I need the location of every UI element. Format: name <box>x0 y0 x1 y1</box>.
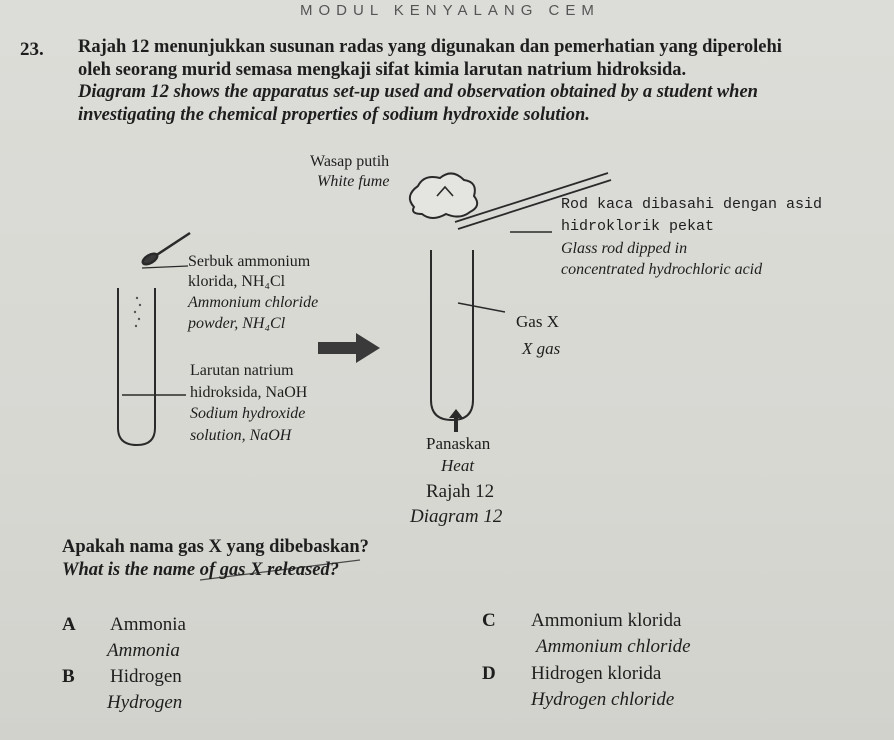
label-heat-english: Heat <box>441 456 475 475</box>
label-gas-x-english: X gas <box>522 339 561 358</box>
option-d-english[interactable]: Hydrogen chloride <box>531 689 675 710</box>
diagram-caption-english: Diagram 12 <box>410 506 503 527</box>
label-glass-rod-english-1: Glass rod dipped in <box>561 240 688 257</box>
label-glass-rod-malay-1: Rod kaca dibasahi dengan asid <box>561 196 823 213</box>
label-glass-rod-malay-2: hidroklorik pekat <box>561 218 715 235</box>
label-white-fume-malay: Wasap putih <box>310 153 390 170</box>
question-prompt-english: What is the name of gas X released? <box>62 560 339 580</box>
option-c-malay[interactable]: Ammonium klorida <box>531 610 682 631</box>
label-white-fume-english: White fume <box>317 173 390 190</box>
powder-dots <box>134 297 141 327</box>
module-header: MODUL KENYALANG CEM <box>300 2 600 19</box>
label-sodium-hydroxide-english-2: solution, NaOH <box>190 427 292 444</box>
label-ammonium-chloride-english-1: Ammonium chloride <box>188 294 319 311</box>
reaction-arrow <box>318 333 380 363</box>
question-stem-english-2: investigating the chemical properties of sodium hydroxide solution. <box>78 105 590 125</box>
label-sodium-hydroxide-malay-1: Larutan natrium <box>190 362 294 379</box>
label-glass-rod-english-2: concentrated hydrochloric acid <box>561 261 763 278</box>
question-stem-malay-1: Rajah 12 menunjukkan susunan radas yang digunakan dan pemerhatian yang diperolehi <box>78 37 782 57</box>
label-ammonium-chloride-malay-2: klorida, NH₄Cl <box>188 273 286 290</box>
option-c-letter[interactable]: C <box>482 610 496 631</box>
option-a-english[interactable]: Ammonia <box>107 640 180 661</box>
question-number: 23. <box>20 39 44 60</box>
option-b-malay[interactable]: Hidrogen <box>110 666 182 687</box>
right-test-tube <box>431 250 473 420</box>
option-d-malay[interactable]: Hidrogen klorida <box>531 663 662 684</box>
label-ammonium-chloride-english-2: powder, NH₄Cl <box>188 315 286 332</box>
question-stem-english-1: Diagram 12 shows the apparatus set-up used and observation obtained by a student when <box>78 82 758 102</box>
white-fume-cloud <box>410 173 477 218</box>
label-ammonium-chloride-malay-1: Serbuk ammonium <box>188 253 311 270</box>
label-heat-malay: Panaskan <box>426 434 491 453</box>
diagram-caption-malay: Rajah 12 <box>426 481 495 502</box>
question-stem-malay-2: oleh seorang murid semasa mengkaji sifat kimia larutan natrium hidroksida. <box>78 60 687 80</box>
option-c-english[interactable]: Ammonium chloride <box>536 636 691 657</box>
spatula <box>141 233 190 266</box>
label-sodium-hydroxide-english-1: Sodium hydroxide <box>190 405 306 422</box>
option-d-letter[interactable]: D <box>482 663 496 684</box>
label-sodium-hydroxide-malay-2: hidroksida, NaOH <box>190 384 308 401</box>
option-a-malay[interactable]: Ammonia <box>110 614 186 635</box>
option-b-english[interactable]: Hydrogen <box>107 692 183 713</box>
question-prompt-malay: Apakah nama gas X yang dibebaskan? <box>62 537 369 557</box>
option-b-letter[interactable]: B <box>62 666 75 687</box>
label-gas-x-malay: Gas X <box>516 312 559 331</box>
option-a-letter[interactable]: A <box>62 614 76 635</box>
left-test-tube <box>118 288 155 445</box>
